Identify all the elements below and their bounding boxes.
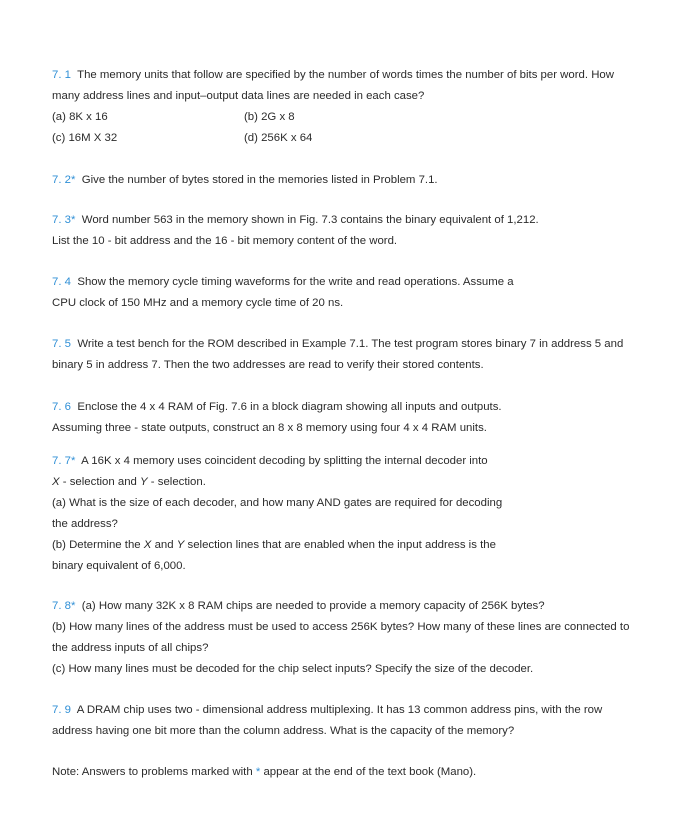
problem-line bbox=[52, 472, 502, 493]
problem-text: selection lines that are enabled when the input address is the bbox=[184, 539, 496, 551]
problem-text: The memory units that follow are specified by the number of words times the number of bits per word. How bbox=[77, 69, 614, 81]
problem-number: 7. 5 bbox=[52, 338, 71, 350]
problem-number: 7. 8 bbox=[52, 600, 71, 612]
options-row bbox=[52, 128, 614, 149]
problem-text: (b) Determine the bbox=[52, 539, 144, 551]
footnote-text: Note: Answers to problems marked with bbox=[52, 766, 256, 778]
problem-text: A DRAM chip uses two - dimensional address multiplexing. It has 13 common address pins, with the row bbox=[76, 704, 603, 716]
problem-number: 7. 3 bbox=[52, 214, 71, 226]
problem-7-8 bbox=[52, 596, 629, 680]
problem-text: (c) How many lines must be decoded for the chip select inputs? Specify the size of the decoder. bbox=[52, 663, 534, 675]
problem-text: the address? bbox=[52, 518, 118, 530]
footnote bbox=[52, 762, 476, 783]
problem-line bbox=[52, 451, 502, 472]
problem-text: Write a test bench for the ROM described in Example 7.1. The test program stores binary 7 in address 5 and bbox=[77, 338, 624, 350]
problem-text: Assuming three - state outputs, construct an 8 x 8 memory using four 4 x 4 RAM units. bbox=[52, 422, 487, 434]
problem-text: - selection and bbox=[59, 476, 141, 488]
problem-text: - selection. bbox=[147, 476, 206, 488]
problem-line bbox=[52, 596, 629, 617]
y-variable: Y bbox=[176, 539, 185, 551]
problem-line bbox=[52, 397, 502, 418]
asterisk-marker: * bbox=[255, 766, 261, 778]
problem-7-4 bbox=[52, 272, 514, 314]
problem-7-1 bbox=[52, 65, 614, 149]
problem-number: 7. 9 bbox=[52, 704, 71, 716]
x-variable: X bbox=[143, 539, 152, 551]
problem-line bbox=[52, 334, 623, 355]
problem-number: 7. 1 bbox=[52, 69, 71, 81]
footnote-text: appear at the end of the text book (Mano). bbox=[260, 766, 477, 778]
problem-number: 7. 2 bbox=[52, 174, 71, 186]
option-a: (a) 8K x 16 bbox=[52, 111, 108, 123]
problem-text: Enclose the 4 x 4 RAM of Fig. 7.6 in a block diagram showing all inputs and outputs. bbox=[77, 401, 502, 413]
problem-text: Show the memory cycle timing waveforms for the write and read operations. Assume a bbox=[77, 276, 514, 288]
problem-7-3 bbox=[52, 210, 539, 252]
option-d: (d) 256K x 64 bbox=[244, 132, 313, 144]
asterisk-marker: * bbox=[71, 214, 76, 226]
problem-text: and bbox=[151, 539, 177, 551]
problem-line bbox=[52, 170, 438, 191]
problem-text: CPU clock of 150 MHz and a memory cycle time of 20 ns. bbox=[52, 297, 344, 309]
problem-line bbox=[52, 700, 602, 721]
asterisk-marker: * bbox=[71, 600, 76, 612]
problem-text: the address inputs of all chips? bbox=[52, 642, 209, 654]
asterisk-marker: * bbox=[71, 174, 76, 186]
option-c: (c) 16M X 32 bbox=[52, 132, 118, 144]
problem-line bbox=[52, 65, 614, 86]
option-b: (b) 2G x 8 bbox=[244, 111, 295, 123]
problem-text: (a) How many 32K x 8 RAM chips are needed to provide a memory capacity of 256K bytes? bbox=[81, 600, 545, 612]
problem-text: Word number 563 in the memory shown in Fig. 7.3 contains the binary equivalent of 1,212. bbox=[81, 214, 539, 226]
x-variable: X bbox=[52, 476, 60, 488]
asterisk-marker: * bbox=[71, 455, 76, 467]
problem-line bbox=[52, 210, 539, 231]
problem-text: Give the number of bytes stored in the memories listed in Problem 7.1. bbox=[81, 174, 438, 186]
problem-line bbox=[52, 272, 514, 293]
problem-text: A 16K x 4 memory uses coincident decoding by splitting the internal decoder into bbox=[81, 455, 488, 467]
problem-7-7 bbox=[52, 451, 502, 577]
problem-number: 7. 6 bbox=[52, 401, 71, 413]
y-variable: Y bbox=[140, 476, 148, 488]
problem-text: List the 10 - bit address and the 16 - bit memory content of the word. bbox=[52, 235, 398, 247]
problem-text: (b) How many lines of the address must be used to access 256K bytes? How many of these lines are connected to bbox=[52, 621, 630, 633]
problem-number: 7. 7 bbox=[52, 455, 71, 467]
problem-7-9 bbox=[52, 700, 602, 742]
problem-text: binary equivalent of 6,000. bbox=[52, 560, 186, 572]
problem-7-2 bbox=[52, 170, 438, 191]
problem-number: 7. 4 bbox=[52, 276, 71, 288]
footnote-line bbox=[52, 762, 476, 783]
options-row bbox=[52, 107, 614, 128]
problem-line bbox=[52, 535, 502, 556]
problem-7-6 bbox=[52, 397, 502, 439]
problem-text: (a) What is the size of each decoder, and how many AND gates are required for decoding bbox=[52, 497, 503, 509]
problem-text: address having one bit more than the column address. What is the capacity of the memory? bbox=[52, 725, 515, 737]
problem-text: many address lines and input–output data lines are needed in each case? bbox=[52, 90, 425, 102]
problem-7-5 bbox=[52, 334, 623, 376]
problem-text: binary 5 in address 7. Then the two addresses are read to verify their stored contents. bbox=[52, 359, 484, 371]
